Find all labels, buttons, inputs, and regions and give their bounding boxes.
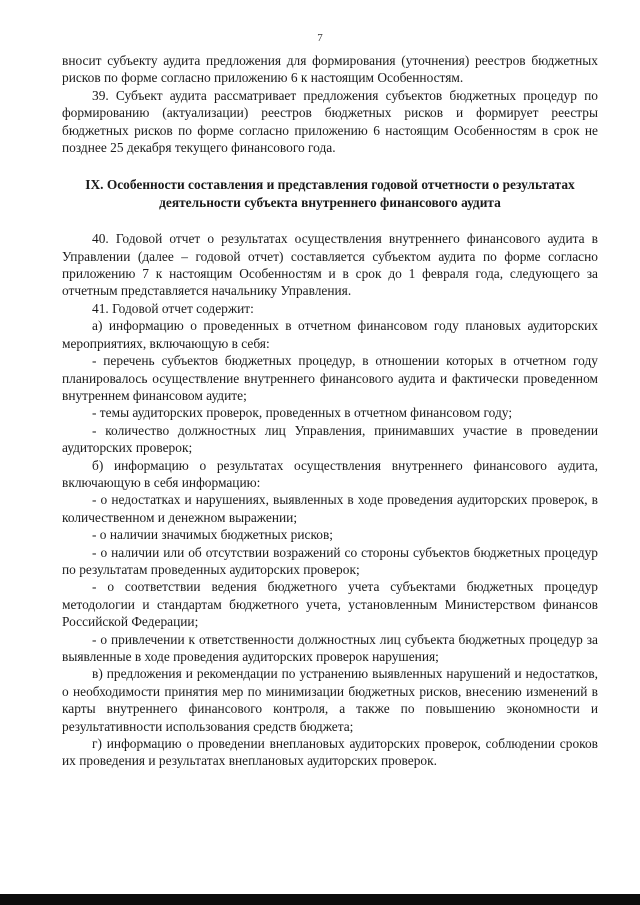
item-b-bullet-5: - о привлечении к ответственности должностных лиц субъекта бюджетных процедур за выявленные в ходе проведения аудиторских проверок нарушения; [62, 631, 598, 664]
section-heading: IX. Особенности составления и представления годовой отчетности о результатах деятельности субъекта внутреннего финансового аудита [85, 177, 575, 210]
item-a-bullet-2: - темы аудиторских проверок, проведенных в отчетном финансовом году; [92, 405, 513, 421]
paragraph-40: 40. Годовой отчет о результатах осуществления внутреннего финансового аудита в Управлении (далее – годовой отчет) составляется субъектом аудита по форме согласно приложению 7 к настоящим Особенностям и в срок до 1 февраля года, следующего за отчетным представляется начальнику Управления. [62, 231, 598, 299]
item-b-bullet-3: - о наличии или об отсутствии возражений со стороны субъектов бюджетных процедур по результатам проведенных аудиторских проверок; [62, 544, 598, 577]
item-a-bullet-3: - количество должностных лиц Управления, принимавших участие в проведении аудиторских проверок; [62, 422, 598, 456]
item-a-bullet-1: - перечень субъектов бюджетных процедур, в отношении которых в отчетном году планировалось осуществление внутреннего финансового аудита и фактически проведенном внутреннем финансовом аудите; [62, 353, 598, 403]
item-b: б) информацию о результатах осуществления внутреннего финансового аудита, включающую в себя информацию: [62, 457, 598, 490]
item-v: в) предложения и рекомендации по устранению выявленных нарушений и недостатков, о необходимости принятия мер по минимизации бюджетных рисков, внесению изменений в карты внутреннего финансового контроля, а также по повышению экономности и результативности использования средств бюджета; [62, 666, 598, 734]
item-a: а) информацию о проведенных в отчетном финансовом году плановых аудиторских мероприятиях, включающую в себя: [62, 318, 598, 351]
item-b-bullet-4: - о соответствии ведения бюджетного учета субъектами бюджетных процедур методологии и стандартам бюджетного учета, установленным Министерством финансов Российской Федерации; [62, 579, 598, 630]
paragraph-39: 39. Субъект аудита рассматривает предложения субъектов бюджетных процедур по формированию (актуализации) реестров бюджетных рисков и формирует реестры бюджетных рисков по форме согласно приложению 6 настоящим Особенностям в срок не позднее 25 декабря текущего финансового года. [62, 87, 598, 156]
item-b-bullet-2: - о наличии значимых бюджетных рисков; [92, 527, 334, 543]
scan-edge-bar [0, 894, 640, 905]
item-b-bullet-1: - о недостатках и нарушениях, выявленных в ходе проведения аудиторских проверок, в количественном и денежном выражении; [62, 492, 598, 525]
paragraph-41: 41. Годовой отчет содержит: [92, 300, 254, 316]
page-number: 7 [317, 32, 323, 44]
paragraph-continuation: вносит субъекту аудита предложения для формирования (уточнения) реестров бюджетных рисков по форме согласно приложению 6 к настоящим Особенностям. [62, 53, 598, 86]
document-body [62, 52, 598, 770]
item-g: г) информацию о проведении внеплановых аудиторских проверок, соблюдении сроков их проведения и результатах внеплановых аудиторских проверок. [62, 736, 598, 769]
